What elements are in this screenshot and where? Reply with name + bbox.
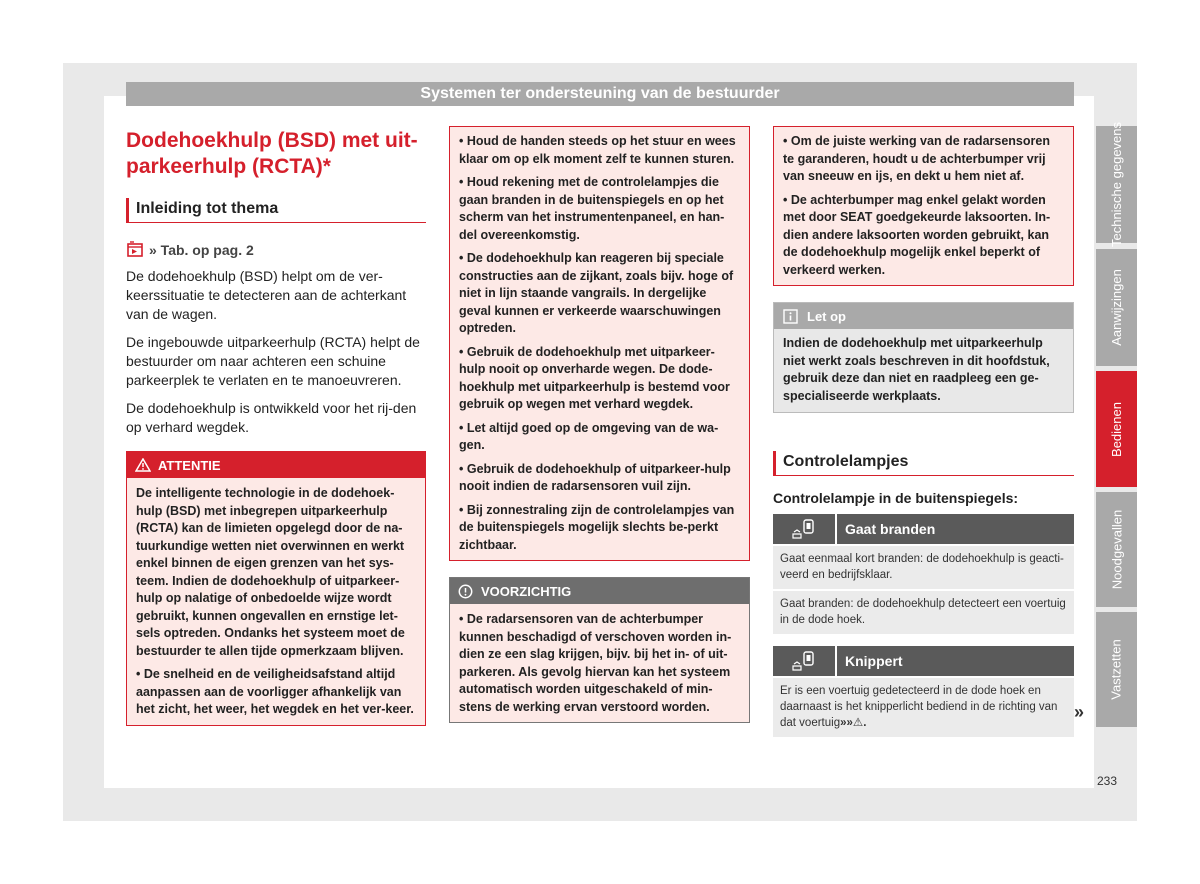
warning-item: • De dodehoekhulp kan reageren bij speciale constructies aan de zijkant, zoals bijv. hoge of niet in lijn staande vangrails. In dergelijke geval kunnen er verkeerde waarschuwingen optreden. [459,251,734,335]
column-right [773,126,1074,739]
warning-triangle-icon [135,458,151,472]
intro-paragraph-3: De dodehoekhulp is ontwikkeld voor het rij-den op verhard wegdek. [126,400,417,435]
tab-label: Noodgevallen [1109,509,1125,590]
tab-aanwijzingen[interactable] [1096,249,1137,366]
lamp-description: Gaat eenmaal kort branden: de dodehoekhulp is geacti-veerd en bedrijfsklaar. [773,546,1074,591]
column-middle [449,126,750,723]
attentie-item: • De snelheid en de veiligheidsafstand altijd aanpassen aan de voorligger afhankelijk van het zicht, het weer, het wegdek en het ver-keer. [136,667,414,716]
subheading-mirror-lamp: Controlelampje in de buitenspiegels: [773,490,1019,506]
page-title-line-2: parkeerhulp (RCTA)* [126,155,331,178]
page-title-line-1: Dodehoekhulp (BSD) met uit- [126,129,418,152]
intro-paragraph-1: De dodehoekhulp (BSD) helpt om de ver-keerssituatie te detecteren aan de achterkant van de wagen. [126,268,407,322]
attentie-box [126,451,426,726]
section-heading-controlelampjes: Controlelampjes [773,451,1074,476]
let-op-header [774,303,1073,329]
chapter-header: Systemen ter ondersteuning van de bestuurder [126,82,1074,106]
warning-item: • Gebruik de dodehoekhulp met uitparkeer-hulp nooit op onverharde wegen. De dode-hoekhulp met uitparkeerhulp is bestemd voor gebruik op wegen met verhard wegdek. [459,344,730,411]
page-number: 233 [1097,774,1118,788]
page-title [126,128,426,180]
tab-noodgevallen[interactable] [1096,492,1137,607]
tab-label: Vastzetten [1109,639,1124,700]
caution-circle-icon [458,584,473,599]
lamp-label-gaat-branden: Gaat branden [835,514,1074,544]
table-reference-link[interactable] [126,241,426,259]
voorzichtig-body: • De radarsensoren van de achterbumper kunnen beschadigd of verschoven worden in-dien ze een slag krijgen, bijv. bij het in- of uit-parkeren. Als gevolg hiervan kan het systeem automatisch worden uitgeschakeld of min-stens de werking ervan verstoord worden. [459,612,732,714]
column-left [126,126,426,726]
warning-link[interactable]: »»⚠. [840,717,867,729]
book-reference-icon [126,241,146,259]
warning-item: • Houd rekening met de controlelampjes die gaan branden in de buitenspiegels en op het scherm van het instrumentenpaneel, en han-del overeenkomstig. [459,175,725,242]
warning-item: • De achterbumper mag enkel gelakt worden met door SEAT goedgekeurde laksoorten. In-dien andere laksoorten worden gebruikt, kan de dodehoekhulp mogelijk enkel beperkt of verkeerd werken. [783,192,1051,277]
tab-vastzetten[interactable] [1096,612,1137,727]
tab-bedienen[interactable] [1096,371,1137,487]
attentie-header [127,452,425,478]
lamp-label-knippert: Knippert [835,646,1074,676]
warning-item: • Let altijd goed op de omgeving van de wa-gen. [459,420,719,452]
attentie-item: De intelligente technologie in de dodehoek-hulp (BSD) met inbegrepen uitparkeerhulp (RCTA) kan de limieten opgelegd door de na-tuurkundige wetten niet overwinnen en werkt enkel binnen de eigen grenzen van het sys-teem. Indien de dodehoekhulp of uitparkeer-hulp op nalatige of onbedoelde wijze wordt gebruikt, kunnen ongevallen en ernstige let-sels optreden. Ondanks het systeem moet de bestuurder te allen tijde opmerkzaam blijven. [136,486,405,658]
side-mirror-lamp-icon [773,646,835,676]
info-icon [783,309,798,324]
lamp-description: Gaat branden: de dodehoekhulp detecteert een voertuig in de dode hoek. [773,591,1074,636]
warning-item: • Bij zonnestraling zijn de controlelampjes van de buitenspiegels mogelijk slechts be-perkt zichtbaar. [459,502,735,552]
section-heading-intro: Inleiding tot thema [126,198,426,223]
lamp-header-knippert [773,646,1074,676]
tab-label: Technische gegevens [1109,121,1124,248]
lamp-description [773,678,1074,739]
warning-continuation-box-right [773,126,1074,286]
intro-paragraph-2: De ingebouwde uitparkeerhulp (RCTA) helpt de bestuurder om naar achteren een schuine parkeerplek te verlaten en te manoeuvreren. [126,334,420,388]
continue-arrow: » [1074,702,1085,722]
tab-label: Bedienen [1109,401,1125,457]
voorzichtig-label: VOORZICHTIG [481,583,572,599]
attentie-label: ATTENTIE [158,457,221,473]
voorzichtig-header [450,578,749,604]
let-op-box [773,302,1074,413]
lamp-header-gaat-branden [773,514,1074,544]
warning-item: • Om de juiste werking van de radarsensoren te garanderen, houdt u de achterbumper vrij van sneeuw en ijs, en dekt u hem niet af. [783,134,1050,183]
warning-item: • Houd de handen steeds op het stuur en wees klaar om op elk moment zelf te kunnen sturen. [459,134,736,166]
table-reference-text: » Tab. op pag. 2 [149,242,254,258]
warning-continuation-box [449,126,750,561]
attentie-body [127,478,425,725]
let-op-body: Indien de dodehoekhulp met uitparkeerhulp niet werkt zoals beschreven in dit hoofdstuk, gebruik deze dan niet en raadpleeg een ge-specialiseerde werkplaats. [783,336,1050,403]
side-mirror-lamp-icon [773,514,835,544]
lamp-description-text: Er is een voertuig gedetecteerd in de dode hoek en daarnaast is het knipperlicht bediend in de richting van dat voertuig [780,685,1058,729]
tab-technische-gegevens[interactable] [1096,121,1137,248]
let-op-label: Let op [807,308,846,324]
warning-item: • Gebruik de dodehoekhulp of uitparkeer-hulp nooit indien de radarsensoren vuil zijn. [459,461,731,493]
voorzichtig-box [449,577,750,723]
tab-label: Aanwijzingen [1109,269,1125,346]
